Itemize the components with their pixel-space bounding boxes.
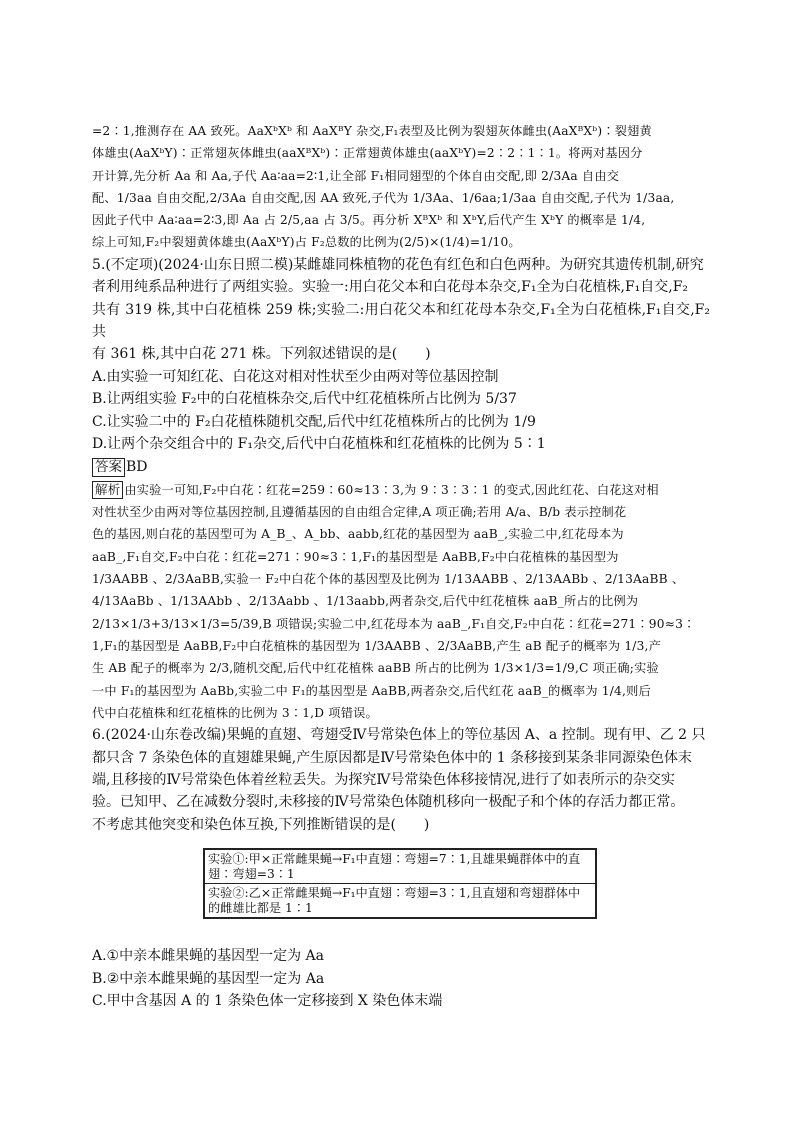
option-a: A.由实验一可知红花、白花这对相对性状至少由两对等位基因控制 bbox=[92, 368, 499, 385]
question-5 bbox=[92, 254, 710, 724]
question-stem-line: 端,且移接的Ⅳ号常染色体着丝粒丢失。为探究Ⅳ号常染色体移接情况,进行了如表所示的杂交实 bbox=[92, 771, 675, 788]
explanation-line: 对性状至少由两对等位基因控制,且遵循基因的自由组合定律,A 项正确;若用 A/a、B/b 表示控制花 bbox=[92, 505, 627, 520]
explanation-line: 因此子代中 Aa∶aa=2∶3,即 Aa 占 2/5,aa 占 3/5。再分析 XᴮXᵇ 和 XᵇY,后代产生 XᵇY 的概率是 1/4, bbox=[92, 213, 646, 228]
question-stem-line: 验。已知甲、乙在减数分裂时,未移接的Ⅳ号常染色体随机移向一极配子和个体的存活力都正常。 bbox=[92, 794, 685, 811]
explanation-line: 配、1/3aa 自由交配,2/3Aa 自由交配,因 AA 致死,子代为 1/3Aa、1/6aa;1/3aa 自由交配,子代为 1/3aa, bbox=[92, 190, 675, 205]
question-stem-line: 5.(不定项)(2024·山东日照二模)某雌雄同株植物的花色有红色和白色两种。为研究其遗传机制,研究 bbox=[92, 256, 704, 273]
answer-value: BD bbox=[126, 459, 148, 476]
explanation-block bbox=[92, 479, 710, 724]
question-6 bbox=[92, 724, 710, 1012]
explanation-line: aaB_,F₁自交,F₂中白花∶红花=271∶90≈3∶1,F₁的基因型是 AaBB,F₂中白花植株的基因型为 bbox=[92, 549, 619, 564]
explanation-line: =2∶1,推测存在 AA 致死。AaXᵇXᵇ 和 AaXᴮY 杂交,F₁表型及比例为裂翅灰体雌虫(AaXᴮXᵇ)∶裂翅黄 bbox=[92, 124, 652, 138]
explanation-line: 生 AB 配子的概率为 2/3,随机交配,后代中红花植株 aaBB 所占的比例为 1/3×1/3=1/9,C 项正确;实验 bbox=[92, 661, 659, 676]
option-b: B.②中亲本雌果蝇的基因型一定为 Aa bbox=[92, 970, 325, 987]
table-row bbox=[204, 849, 596, 884]
experiment-table bbox=[203, 848, 597, 919]
table-row bbox=[204, 884, 596, 919]
question-stem-line: 不考虑其他突变和染色体互换,下列推断错误的是( ) bbox=[92, 816, 430, 833]
explanation-line: 色的基因,则白花的基因型可为 A_B_、A_bb、aabb,红花的基因型为 aaB_,实验二中,红花母本为 bbox=[92, 527, 624, 542]
explanation-tag: 解析 bbox=[92, 481, 123, 499]
explanation-line: 1/3AABB 、2/3AaBB,实验一 F₂中白花个体的基因型及比例为 1/13AABB 、2/13AABb 、2/13AaBB 、 bbox=[92, 572, 685, 587]
document-page bbox=[92, 120, 710, 1012]
question-stem-line: 都只含 7 条染色体的直翅雄果蝇,产生原因都是Ⅳ号常染色体中的 1 条移接到某条非同源染色体末 bbox=[92, 749, 693, 766]
answer-tag: 答案 bbox=[92, 458, 125, 477]
explanation-line: 代中白花植株和红花植株的比例为 3∶1,D 项错误。 bbox=[92, 705, 378, 720]
table-cell: 实验②:乙×正常雌果蝇→F₁中直翅∶弯翅=3∶1,且直翅和弯翅群体中的雌雄比都是 1∶1 bbox=[204, 884, 596, 919]
explanation-line: 2/13×1/3+3/13×1/3=5/39,B 项错误;实验二中,红花母本为 aaB_,F₁自交,F₂中白花∶红花=271∶90≈3∶ bbox=[92, 616, 696, 631]
explanation-line: 一中 F₁的基因型为 AaBb,实验二中 F₁的基因型是 AaBB,两者杂交,后代红花 aaB_的概率为 1/4,则后 bbox=[92, 683, 651, 698]
option-c: C.让实验二中的 F₂白花植株随机交配,后代中红花植株所占的比例为 1/9 bbox=[92, 413, 536, 430]
question-stem-line: 有 361 株,其中白花 271 株。下列叙述错误的是( ) bbox=[92, 346, 431, 363]
table-cell: 实验①:甲×正常雌果蝇→F₁中直翅∶弯翅=7∶1,且雄果蝇群体中的直翅∶弯翅=3∶1 bbox=[204, 849, 596, 884]
previous-explanation bbox=[92, 120, 710, 254]
explanation-line: 开计算,先分析 Aa 和 Aa,子代 Aa∶aa=2∶1,让全部 F₁相同翅型的个体自由交配,即 2/3Aa 自由交 bbox=[92, 168, 620, 183]
option-a: A.①中亲本雌果蝇的基因型一定为 Aa bbox=[92, 948, 325, 965]
explanation-line: 4/13AaBb 、1/13AAbb 、2/13Aabb 、1/13aabb,两者杂交,后代中红花植株 aaB_所占的比例为 bbox=[92, 594, 639, 609]
explanation-line: 解析 由实验一可知,F₂中白花∶红花=259∶60≈13∶3,为 9∶3∶3∶1 的变式,因此红花、白花这对相 bbox=[92, 479, 710, 501]
question-stem-line: 6.(2024·山东卷改编)果蝇的直翅、弯翅受Ⅳ号常染色体上的等位基因 A、a 控制。现有甲、乙 2 只 bbox=[92, 727, 706, 744]
answer-line bbox=[92, 456, 710, 478]
question-stem-line: 共有 319 株,其中白花植株 259 株;实验二:用白花父本和红花母本杂交,F₁全为白花植株,F₁自交,F₂共 bbox=[92, 301, 710, 340]
option-d: D.让两个杂交组合中的 F₁杂交,后代中白花植株和红花植株的比例为 5∶1 bbox=[92, 436, 546, 453]
explanation-line: 体雄虫(AaXᵇY)∶正常翅灰体雌虫(aaXᴮXᵇ)∶正常翅黄体雄虫(aaXᵇY)=2∶2∶1∶1。将两对基因分 bbox=[92, 146, 643, 161]
option-c: C.甲中含基因 A 的 1 条染色体一定移接到 X 染色体末端 bbox=[92, 992, 443, 1009]
explanation-line: 1,F₁的基因型是 AaBB,F₂中白花植株的基因型为 1/3AABB 、2/3AaBB,产生 aB 配子的概率为 1/3,产 bbox=[92, 638, 662, 653]
question-stem-line: 者利用纯系品种进行了两组实验。实验一:用白花父本和白花母本杂交,F₁全为白花植株,F₁自交,F₂ bbox=[92, 279, 689, 296]
explanation-line: 综上可知,F₂中裂翅黄体雄虫(AaXᵇY)占 F₂总数的比例为(2/5)×(1/4)=1/10。 bbox=[92, 235, 521, 250]
option-b: B.让两组实验 F₂中的白花植株杂交,后代中红花植株所占比例为 5/37 bbox=[92, 391, 517, 408]
